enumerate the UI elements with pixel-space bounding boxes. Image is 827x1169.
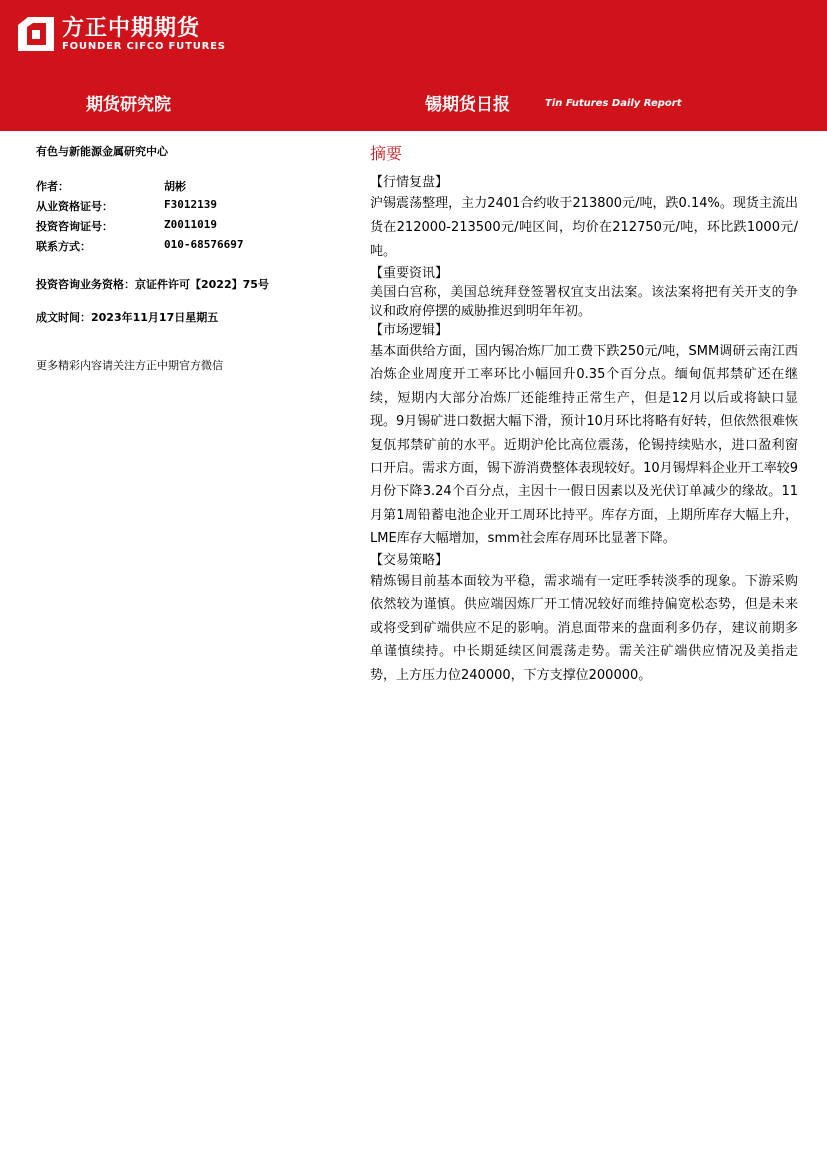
market-logic-text: 基本面供给方面，国内锡冶炼厂加工费下跌250元/吨，SMM调研云南江西冶炼企业周度开工率环比小幅回升0.35个百分点。缅甸佤邦禁矿还在继续，短期内大部分冶炼厂还能维持正常生产，但是12月以后或将缺口显现。9月锡矿进口数据大幅下滑，预计10月环比将略有好转，但依然很难恢复佤邦禁矿前的水平。近期沪伦比高位震荡，伦锡持续贴水，进口盈利窗口开启。需求方面，锡下游消费整体表现较好。10月锡焊料企业开工率较9月份下降3.24个百分点，主因十一假日因素以及光伏订单减少的缘故。11月第1周铅蓄电池企业开工周环比持平。库存方面，上期所库存大幅上升，LME库存大幅增加，smm社会库存周环比显著下降。 [370,344,798,547]
qualification-text: 投资咨询业务资格：京证件许可【2022】75号 [36,278,269,291]
consult-label: 投资咨询证号： [36,220,113,233]
department-title: 期货研究院 [86,95,171,115]
logo-text-cn: 方正中期期货 [62,16,201,41]
research-center: 有色与新能源金属研究中心 [36,145,168,158]
logo-text-en: FOUNDER CIFCO FUTURES [62,41,226,52]
license-number: F3012139 [164,198,217,211]
contact-label: 联系方式： [36,240,91,253]
market-review-text: 沪锡震荡整理，主力2401合约收于213800元/吨，跌0.14%。现货主流出货在212000-213500元/吨区间，均价在212750元/吨，环比跌1000元/吨。 [370,196,798,259]
market-logic-title: 【市场逻辑】 [370,323,449,338]
author-label: 作者： [36,180,69,193]
consult-number: Z0011019 [164,218,217,231]
abstract-panel [370,143,798,687]
wechat-note: 更多精彩内容请关注方正中期官方微信 [36,359,223,372]
license-label: 从业资格证号： [36,200,113,213]
news-text: 美国白宫称，美国总统拜登签署权宜支出法案。该法案将把有关开支的争议和政府停摆的威胁推迟到明年年初。 [370,285,798,319]
report-date: 成文时间：2023年11月17日星期五 [36,311,219,324]
market-review-title: 【行情复盘】 [370,175,449,190]
report-title-en: Tin Futures Daily Report [545,98,682,109]
trading-strategy-title: 【交易策略】 [370,552,449,568]
trading-strategy-text: 精炼锡目前基本面较为平稳，需求端有一定旺季转淡季的现象。下游采购依然较为谨慎。供应端因炼厂开工情况较好而维持偏宽松态势，但是未来或将受到矿端供应不足的影响。消息面带来的盘面利多仍存，建议前期多单谨慎续持。中长期延续区间震荡走势。需关注矿端供应情况及美指走势，上方压力位240000，下方支撑位200000。 [370,573,798,683]
contact-phone: 010-68576697 [164,238,244,251]
author-name: 胡彬 [164,180,186,193]
header-banner [0,0,827,131]
abstract-title: 摘要 [370,144,403,163]
news-title: 【重要资讯】 [370,266,449,281]
report-title-cn: 锡期货日报 [425,95,510,115]
founder-logo-icon [16,15,56,53]
